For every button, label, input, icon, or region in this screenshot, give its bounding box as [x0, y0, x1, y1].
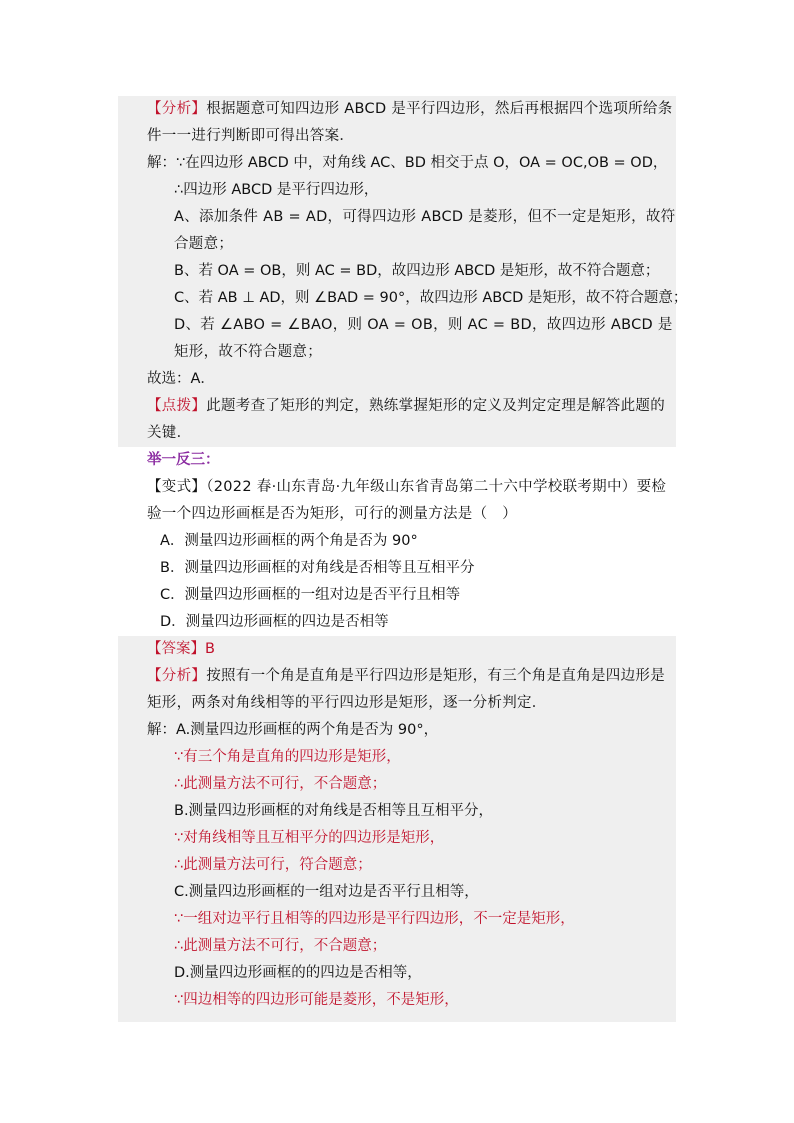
variant-option-c: C．测量四边形画框的一组对边是否平行且相等 — [160, 587, 461, 603]
analysis-text: 根据题意可知四边形 ABCD 是平行四边形，然后再根据四个选项所给条件一一进行判断即可得出答案． — [147, 101, 673, 144]
solution2-a-conclusion: ∴此测量方法不可行，不合题意； — [174, 776, 387, 792]
solution-block-2 — [118, 636, 676, 1022]
solution-line-1: 解：∵在四边形 ABCD 中，对角线 AC、BD 相交于点 O，OA = OC,OB = OD， — [147, 155, 668, 171]
option-a-text: A、添加条件 AB = AD，可得四边形 ABCD 是菱形，但不一定是矩形，故符合题意； — [174, 209, 676, 252]
variant-option-b: B．测量四边形画框的对角线是否相等且互相平分 — [160, 560, 475, 576]
section-heading: 举一反三： — [147, 452, 220, 468]
variant-question — [118, 474, 676, 528]
solution2-b-conclusion: ∴此测量方法可行，符合题意； — [174, 857, 372, 873]
final-choice: 故选：A． — [147, 371, 215, 387]
variant-option-a: A．测量四边形画框的两个角是否为 90° — [160, 533, 418, 549]
solution-line-2: ∴四边形 ABCD 是平行四边形， — [174, 182, 379, 198]
analysis-tag-2: 【分析】 — [147, 668, 207, 684]
answer-tag: 【答案】 — [147, 641, 205, 657]
analysis-paragraph-2 — [118, 663, 676, 717]
tip-tag: 【点拨】 — [147, 398, 207, 414]
solution2-lead: 解：A.测量四边形画框的两个角是否为 90°， — [147, 722, 439, 738]
solution2-c-conclusion: ∴此测量方法不可行，不合题意； — [174, 938, 387, 954]
solution2-b-reason: ∵对角线相等且互相平分的四边形是矩形， — [174, 830, 445, 846]
variant-option-d: D．测量四边形画框的四边是否相等 — [160, 614, 389, 630]
solution-block-1 — [118, 96, 688, 447]
analysis-text-2: 按照有一个角是直角是平行四边形是矩形，有三个角是直角是四边形是矩形，两条对角线相等的平行四边形是矩形，逐一分析判定． — [147, 668, 665, 711]
document-page — [118, 96, 688, 1022]
analysis-tag: 【分析】 — [147, 101, 207, 117]
solution2-a-reason: ∵有三个角是直角的四边形是矩形， — [174, 749, 401, 765]
analysis-paragraph — [118, 96, 676, 150]
variant-text: （2022 春·山东青岛·九年级山东省青岛第二十六中学校联考期中）要检验一个四边形画框是否为矩形，可行的测量方法是（ ） — [147, 479, 667, 522]
answer-value: B — [205, 641, 215, 657]
option-b-reasoning: B、若 OA = OB，则 AC = BD，故四边形 ABCD 是矩形，故不符合题意； — [174, 263, 660, 279]
solution2-c-reason: ∵一组对边平行且相等的四边形是平行四边形，不一定是矩形， — [174, 911, 575, 927]
variant-tag: 【变式】 — [147, 479, 207, 495]
solution2-b-statement: B.测量四边形画框的对角线是否相等且互相平分， — [174, 803, 494, 819]
answer-line — [118, 636, 676, 663]
option-a-reasoning — [118, 204, 676, 258]
tip-text: 此题考查了矩形的判定，熟练掌握矩形的定义及判定定理是解答此题的关键． — [147, 398, 665, 441]
option-d-reasoning: D、若 ∠ABO = ∠BAO，则 OA = OB，则 AC = BD，故四边形 ABCD 是矩形，故不符合题意； — [174, 317, 673, 360]
solution2-c-statement: C.测量四边形画框的一组对边是否平行且相等， — [174, 884, 479, 900]
option-c-reasoning: C、若 AB ⊥ AD，则 ∠BAD = 90°，故四边形 ABCD 是矩形，故不符合题意； — [174, 290, 688, 306]
solution2-d-reason: ∵四边相等的四边形可能是菱形，不是矩形， — [174, 992, 459, 1008]
tip-paragraph — [118, 393, 676, 447]
solution2-d-statement: D.测量四边形画框的的四边是否相等， — [174, 965, 422, 981]
